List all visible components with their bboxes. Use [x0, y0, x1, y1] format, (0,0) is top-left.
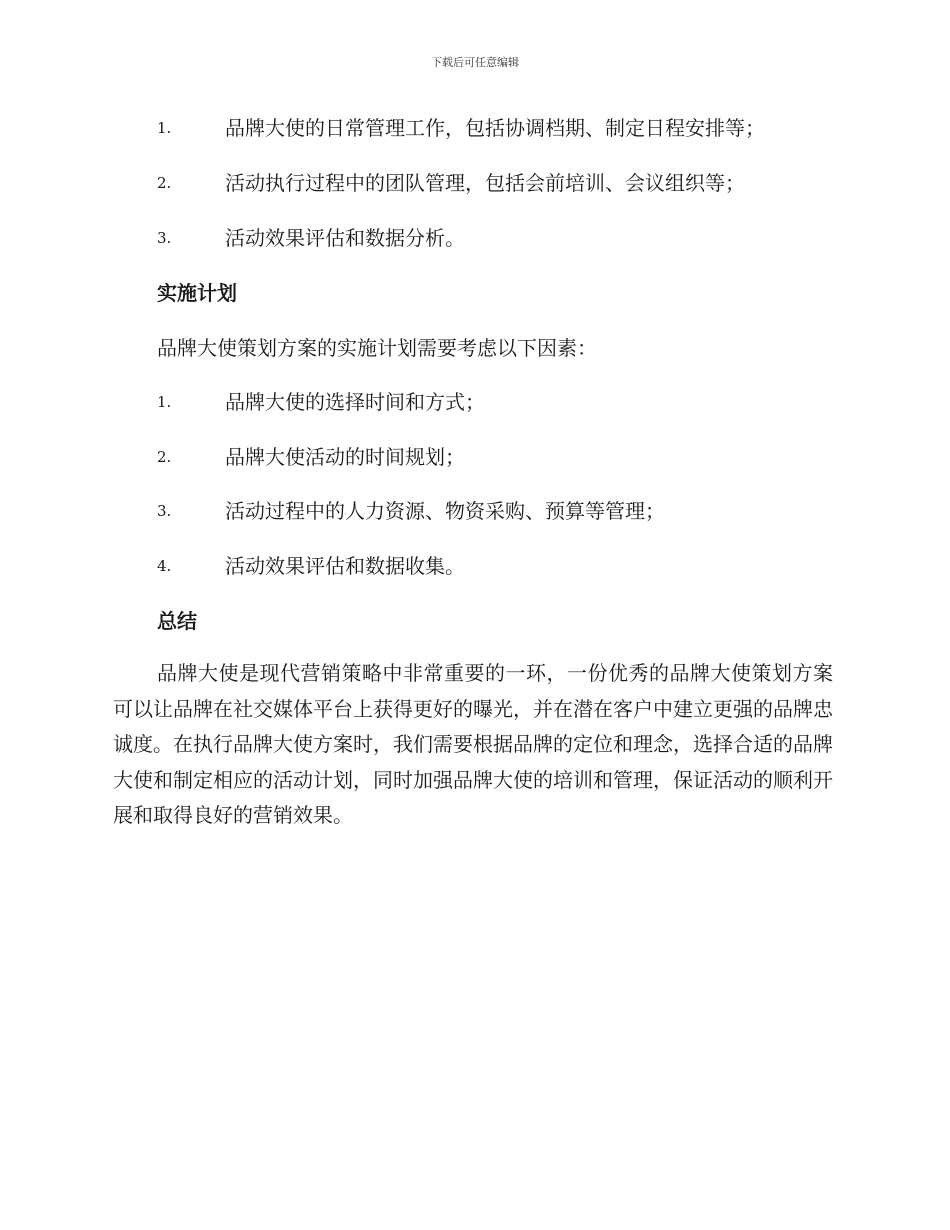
- list-number: 2.: [157, 174, 172, 192]
- summary-paragraph: 品牌大使是现代营销策略中非常重要的一环，一份优秀的品牌大使策划方案可以让品牌在社交媒体平台上获得更好的曝光，并在潜在客户中建立更强的品牌忠诚度。在执行品牌大使方案时，我们需要根据品牌的定位和理念，选择合适的品牌大使和制定相应的活动计划，同时加强品牌大使的培训和管理，保证活动的顺利开展和取得良好的营销效果。: [113, 661, 833, 827]
- list-text: 活动过程中的人力资源、物资采购、预算等管理；: [225, 499, 665, 523]
- list-number: 1.: [157, 119, 172, 137]
- list-number: 3.: [157, 229, 172, 247]
- list-text: 活动效果评估和数据分析。: [225, 226, 465, 250]
- page-header: 下载后可任意编辑: [431, 56, 519, 69]
- list-text: 品牌大使的日常管理工作，包括协调档期、制定日程安排等；: [225, 116, 765, 140]
- list-number: 3.: [157, 502, 172, 520]
- list-text: 品牌大使活动的时间规划；: [225, 445, 465, 469]
- section-heading-summary: 总结: [157, 609, 197, 633]
- list-text: 活动执行过程中的团队管理，包括会前培训、会议组织等；: [225, 171, 745, 195]
- list-text: 活动效果评估和数据收集。: [225, 554, 465, 578]
- section-heading-plan: 实施计划: [157, 281, 237, 305]
- list-number: 1.: [157, 393, 172, 411]
- list-number: 2.: [157, 448, 172, 466]
- list-text: 品牌大使的选择时间和方式；: [225, 390, 485, 414]
- list-number: 4.: [157, 557, 172, 575]
- section-intro-plan: 品牌大使策划方案的实施计划需要考虑以下因素：: [157, 336, 597, 360]
